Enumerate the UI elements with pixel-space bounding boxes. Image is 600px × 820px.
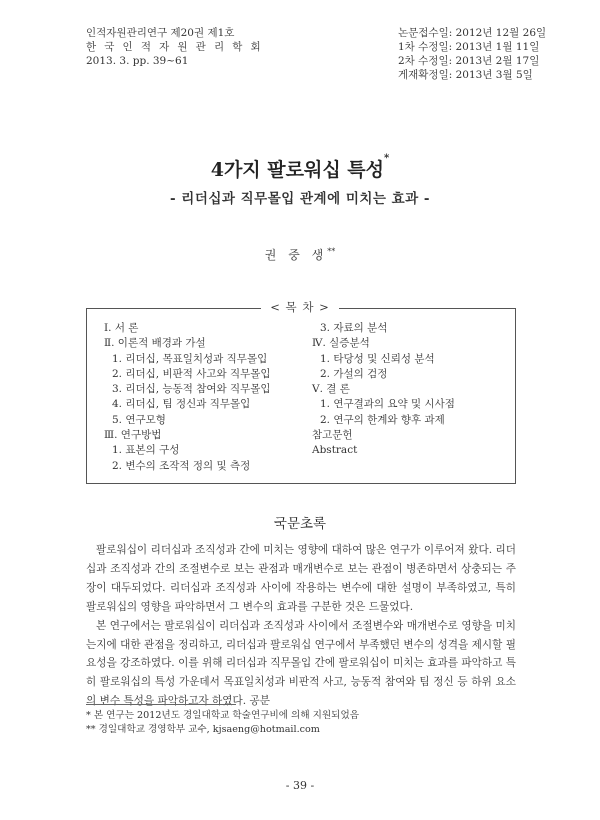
abstract-body (86, 541, 516, 711)
journal-info (86, 26, 263, 68)
author (0, 246, 600, 263)
paper-subtitle: - 리더십과 직무몰입 관계에 미치는 효과 - (169, 191, 431, 207)
footnote-author: ** 경일대학교 경영학부 교수, kjsaeng@hotmail.com (86, 724, 320, 735)
footnote-funding: * 본 연구는 2012년도 경일대학교 학술연구비에 의해 지원되었음 (86, 710, 359, 721)
toc-item: Ⅱ. 이론적 배경과 가설 (104, 337, 206, 350)
toc-item: 참고문헌 (312, 429, 353, 442)
toc-left-column (104, 321, 271, 474)
toc-item: 1. 리더십, 목표일치성과 직무몰입 (112, 352, 268, 365)
toc-item: Ⅰ. 서 론 (104, 322, 139, 334)
title-footnote-mark: * (384, 153, 390, 164)
abstract-paragraph: 팔로워십이 리더십과 조직성과 간에 미치는 영향에 대하여 많은 연구가 이루어져 왔다. 리더십과 조직성과 간의 조절변수로 보는 관점과 매개변수로 보는 관점이 병존하면서 상충되는 주장이 대두되었다. 리더십과 조직성과 사이에 작용하는 변수에 대한 설명이 부족하였고, 특히 팔로워십의 영향을 파악하면서 그 변수의 효과를 구분한 것은 드물었다. (86, 544, 516, 613)
page-number: - 39 - (285, 779, 315, 792)
journal-name: 인적자원관리연구 제20권 제1호 (86, 27, 235, 39)
toc-item: 3. 자료의 분석 (320, 322, 388, 334)
toc-item: 5. 연구모형 (112, 413, 166, 426)
toc-label: < 목 차 > (261, 299, 339, 315)
toc-item: 4. 리더십, 팀 정신과 직무몰입 (112, 398, 251, 411)
paper-title (0, 155, 600, 182)
toc-item: 1. 연구결과의 요약 및 시사점 (320, 398, 455, 411)
abstract-title: 국문초록 (273, 516, 327, 532)
society-name: 한 국 인 적 자 원 관 리 학 회 (86, 41, 264, 53)
toc-item: 2. 가설의 검정 (320, 367, 388, 380)
toc-item: Ⅳ. 실증분석 (312, 337, 370, 350)
toc-item: Ⅴ. 결 론 (312, 383, 350, 396)
author-footnote-mark: ** (327, 247, 336, 256)
toc-item: 2. 변수의 조작적 정의 및 측정 (112, 459, 251, 472)
title-text: 4가지 팔로워십 특성 (210, 159, 385, 181)
toc-item: 2. 연구의 한계와 향후 과제 (320, 413, 445, 426)
received-date: 논문접수일: 2012년 12월 26일 (398, 27, 547, 39)
toc-right-column (312, 321, 455, 459)
issue-pages: 2013. 3. pp. 39~61 (86, 55, 189, 67)
toc-item: 1. 표본의 구성 (112, 444, 180, 457)
submission-dates (398, 26, 546, 82)
toc-item: 2. 리더십, 비판적 사고와 직무몰입 (112, 367, 271, 380)
revision2-date: 2차 수정일: 2013년 2월 17일 (398, 55, 540, 67)
toc-item: 3. 리더십, 능동적 참여와 직무몰입 (112, 383, 271, 396)
footnotes (86, 709, 359, 737)
abstract-paragraph: 본 연구에서는 팔로워십이 리더십과 조직성과 사이에서 조절변수와 매개변수로 영향을 미치는지에 대한 관점을 정리하고, 리더십과 팔로워십 연구에서 부족했던 변수의 성격을 제시할 필요성을 강조하였다. 이를 위해 리더십과 직무몰입 간에 팔로워십이 미치는 효과를 파악하고 특히 팔로워십의 특성 가운데서 목표일치성과 비판적 사고, 능동적 참여와 팀 정신 등 하위 요소의 변수 특성을 파악하고자 하였다. 공분 (86, 619, 516, 708)
toc-item: Abstract (312, 444, 358, 457)
footnote-rule (86, 704, 236, 705)
author-name: 권 중 생 (264, 248, 328, 262)
revision1-date: 1차 수정일: 2013년 1월 11일 (398, 41, 540, 53)
toc-item: Ⅲ. 연구방법 (104, 429, 162, 442)
toc-item: 1. 타당성 및 신뢰성 분석 (320, 352, 435, 365)
accepted-date: 게재확정일: 2013년 3월 5일 (398, 69, 533, 81)
